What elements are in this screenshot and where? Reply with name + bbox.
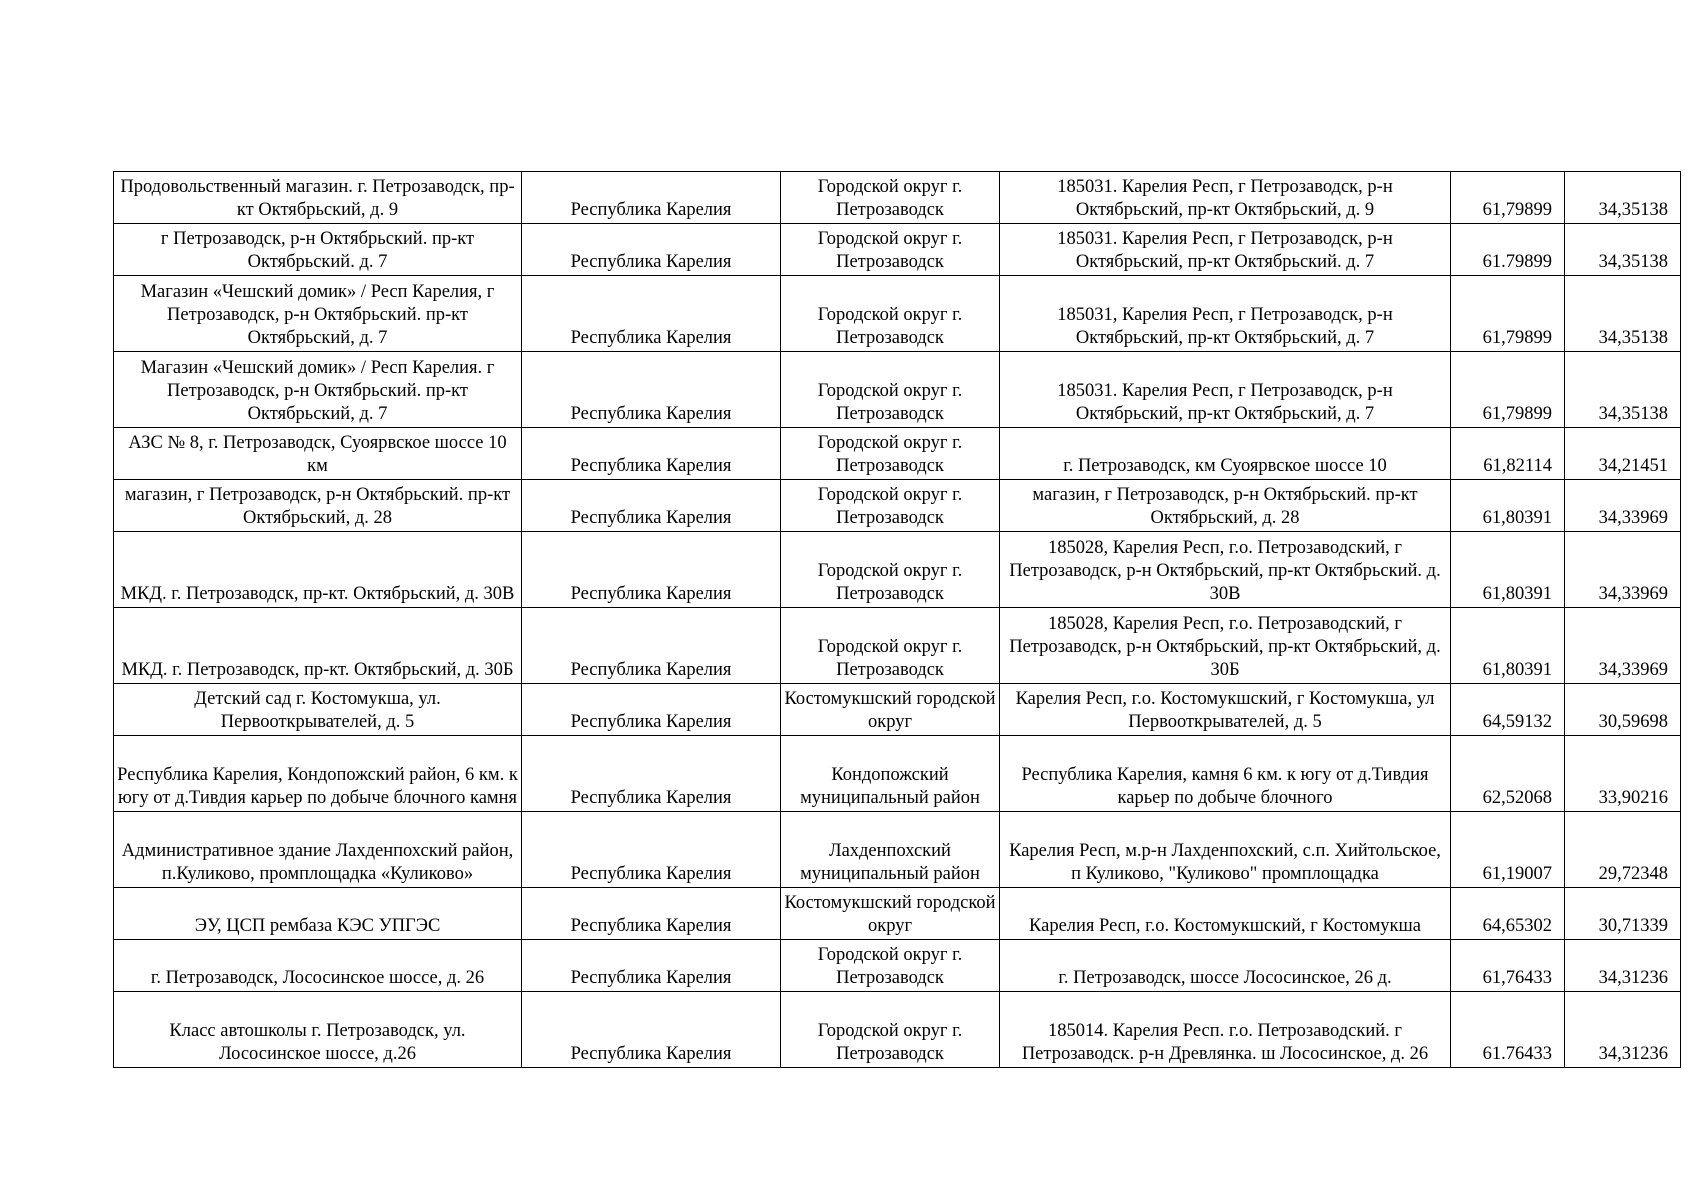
table-row [114,276,1681,352]
longitude-cell: 34,21451 [1565,428,1681,480]
table-row [114,172,1681,224]
longitude-cell: 34,35138 [1565,172,1681,224]
address-cell: 185031. Карелия Респ, г Петрозаводск, р-н Октябрьский, пр-кт Октябрьский, д. 9 [1000,172,1451,224]
latitude-cell: 61,19007 [1451,812,1565,888]
address-cell: Карелия Респ, г.о. Костомукшский, г Костомукша [1000,888,1451,940]
region-cell: Республика Карелия [522,992,781,1068]
longitude-cell: 34,35138 [1565,224,1681,276]
object-name-cell: г. Петрозаводск, Лососинское шоссе, д. 26 [114,940,522,992]
latitude-cell: 64,65302 [1451,888,1565,940]
object-name-cell: магазин, г Петрозаводск, р-н Октябрьский. пр-кт Октябрьский, д. 28 [114,480,522,532]
region-cell: Республика Карелия [522,224,781,276]
municipality-cell: Городской округ г. Петрозаводск [781,428,1000,480]
longitude-cell: 33,90216 [1565,736,1681,812]
region-cell: Республика Карелия [522,736,781,812]
object-name-cell: Класс автошколы г. Петрозаводск, ул. Лососинское шоссе, д.26 [114,992,522,1068]
municipality-cell: Лахденпохский муниципальный район [781,812,1000,888]
latitude-cell: 61,79899 [1451,276,1565,352]
address-cell: Карелия Респ, г.о. Костомукшский, г Костомукша, ул Первооткрывателей, д. 5 [1000,684,1451,736]
region-cell: Республика Карелия [522,684,781,736]
municipality-cell: Городской округ г. Петрозаводск [781,480,1000,532]
municipality-cell: Городской округ г. Петрозаводск [781,992,1000,1068]
address-cell: г. Петрозаводск, шоссе Лососинское, 26 д. [1000,940,1451,992]
address-cell: 185028, Карелия Респ, г.о. Петрозаводский, г Петрозаводск, р-н Октябрьский, пр-кт Октябрьский, д. 30Б [1000,608,1451,684]
address-cell: 185031. Карелия Респ, г Петрозаводск, р-н Октябрьский, пр-кт Октябрьский, д. 7 [1000,352,1451,428]
municipality-cell: Городской округ г. Петрозаводск [781,276,1000,352]
longitude-cell: 34,31236 [1565,992,1681,1068]
municipality-cell: Городской округ г. Петрозаводск [781,940,1000,992]
object-name-cell: Детский сад г. Костомукша, ул. Первооткрывателей, д. 5 [114,684,522,736]
latitude-cell: 61,79899 [1451,352,1565,428]
table-row [114,352,1681,428]
object-name-cell: Магазин «Чешский домик» / Респ Карелия, г Петрозаводск, р-н Октябрьский. пр-кт Октябрьский, д. 7 [114,276,522,352]
longitude-cell: 34,31236 [1565,940,1681,992]
region-cell: Республика Карелия [522,172,781,224]
object-name-cell: МКД. г. Петрозаводск, пр-кт. Октябрьский, д. 30В [114,532,522,608]
table-row [114,736,1681,812]
longitude-cell: 30,59698 [1565,684,1681,736]
address-cell: 185031. Карелия Респ, г Петрозаводск, р-н Октябрьский, пр-кт Октябрьский. д. 7 [1000,224,1451,276]
object-name-cell: Магазин «Чешский домик» / Респ Карелия. г Петрозаводск, р-н Октябрьский. пр-кт Октябрьский, д. 7 [114,352,522,428]
object-name-cell: Административное здание Лахденпохский район, п.Куликово, промплощадка «Куликово» [114,812,522,888]
longitude-cell: 34,35138 [1565,352,1681,428]
latitude-cell: 61,82114 [1451,428,1565,480]
region-cell: Республика Карелия [522,608,781,684]
table-row [114,224,1681,276]
object-name-cell: АЗС № 8, г. Петрозаводск, Суоярвское шоссе 10 км [114,428,522,480]
longitude-cell: 34,35138 [1565,276,1681,352]
address-cell: Карелия Респ, м.р-н Лахденпохский, с.п. Хийтольское, п Куликово, "Куликово" промплощадка [1000,812,1451,888]
latitude-cell: 61,76433 [1451,940,1565,992]
region-cell: Республика Карелия [522,888,781,940]
latitude-cell: 61,79899 [1451,172,1565,224]
municipality-cell: Костомукшский городской округ [781,888,1000,940]
table-row [114,428,1681,480]
region-cell: Республика Карелия [522,428,781,480]
latitude-cell: 61,80391 [1451,480,1565,532]
table-row [114,812,1681,888]
latitude-cell: 61.79899 [1451,224,1565,276]
longitude-cell: 34,33969 [1565,480,1681,532]
object-name-cell: г Петрозаводск, р-н Октябрьский. пр-кт Октябрьский. д. 7 [114,224,522,276]
address-cell: 185014. Карелия Респ. г.о. Петрозаводский. г Петрозаводск. р-н Древлянка. ш Лососинское, д. 26 [1000,992,1451,1068]
region-cell: Республика Карелия [522,532,781,608]
latitude-cell: 64,59132 [1451,684,1565,736]
region-cell: Республика Карелия [522,812,781,888]
object-name-cell: ЭУ, ЦСП рембаза КЭС УПГЭС [114,888,522,940]
municipality-cell: Городской округ г. Петрозаводск [781,532,1000,608]
latitude-cell: 61,80391 [1451,532,1565,608]
address-cell: 185028, Карелия Респ, г.о. Петрозаводский, г Петрозаводск, р-н Октябрьский, пр-кт Октябрьский. д. 30В [1000,532,1451,608]
longitude-cell: 29,72348 [1565,812,1681,888]
data-table [113,171,1681,1068]
region-cell: Республика Карелия [522,276,781,352]
municipality-cell: Городской округ г. Петрозаводск [781,352,1000,428]
table-row [114,992,1681,1068]
longitude-cell: 34,33969 [1565,608,1681,684]
address-cell: Республика Карелия, камня 6 км. к югу от д.Тивдия карьер по добыче блочного [1000,736,1451,812]
latitude-cell: 61,80391 [1451,608,1565,684]
municipality-cell: Городской округ г. Петрозаводск [781,608,1000,684]
table-row [114,684,1681,736]
region-cell: Республика Карелия [522,940,781,992]
address-cell: г. Петрозаводск, км Суоярвское шоссе 10 [1000,428,1451,480]
longitude-cell: 34,33969 [1565,532,1681,608]
table-row [114,532,1681,608]
table-row [114,608,1681,684]
longitude-cell: 30,71339 [1565,888,1681,940]
object-name-cell: Продовольственный магазин. г. Петрозаводск, пр-кт Октябрьский, д. 9 [114,172,522,224]
object-name-cell: Республика Карелия, Кондопожский район, 6 км. к югу от д.Тивдия карьер по добыче блочного камня [114,736,522,812]
municipality-cell: Кондопожский муниципальный район [781,736,1000,812]
object-name-cell: МКД. г. Петрозаводск, пр-кт. Октябрьский, д. 30Б [114,608,522,684]
table-row [114,480,1681,532]
municipality-cell: Городской округ г. Петрозаводск [781,172,1000,224]
region-cell: Республика Карелия [522,480,781,532]
latitude-cell: 61.76433 [1451,992,1565,1068]
region-cell: Республика Карелия [522,352,781,428]
table-row [114,888,1681,940]
municipality-cell: Костомукшский городской округ [781,684,1000,736]
table-row [114,940,1681,992]
address-cell: магазин, г Петрозаводск, р-н Октябрьский. пр-кт Октябрьский, д. 28 [1000,480,1451,532]
municipality-cell: Городской округ г. Петрозаводск [781,224,1000,276]
latitude-cell: 62,52068 [1451,736,1565,812]
address-cell: 185031, Карелия Респ, г Петрозаводск, р-н Октябрьский, пр-кт Октябрьский, д. 7 [1000,276,1451,352]
